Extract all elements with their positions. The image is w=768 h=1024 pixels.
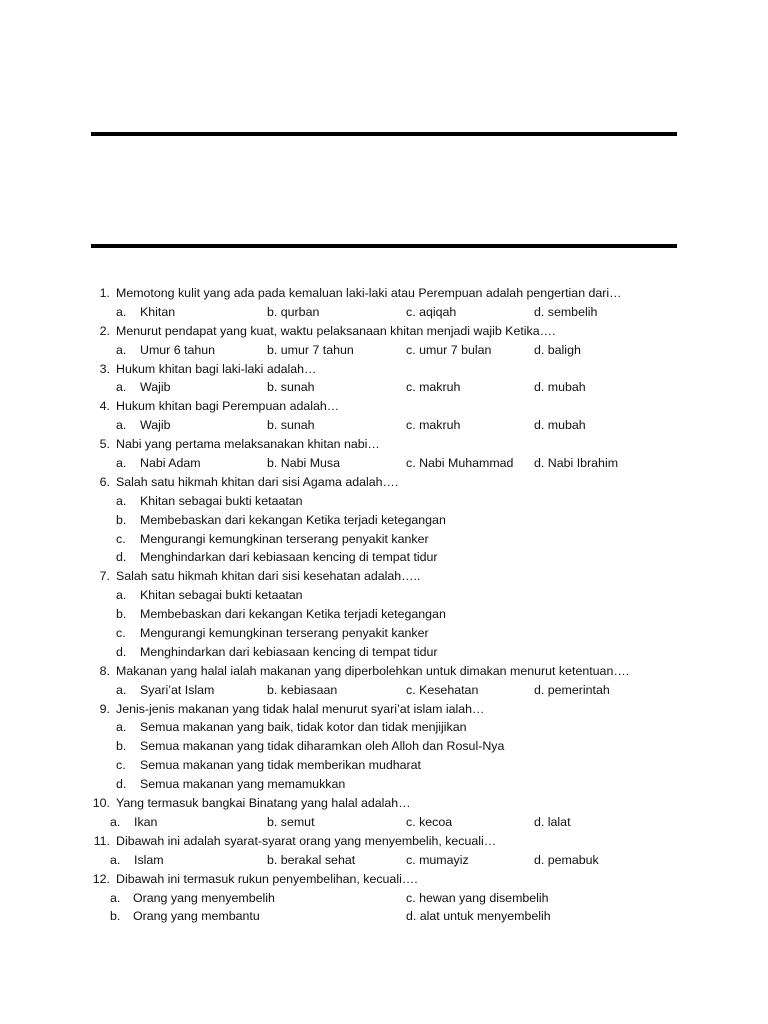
answer-option	[267, 813, 315, 832]
option-letter: c.	[116, 758, 126, 773]
question-item	[0, 567, 768, 661]
question-line	[0, 360, 768, 379]
answer-option	[116, 737, 504, 756]
answer-option	[116, 548, 438, 567]
question-item	[0, 662, 768, 700]
answer-option	[116, 454, 201, 473]
options-row	[0, 643, 768, 662]
answer-option	[116, 624, 429, 643]
option-letter: a.	[116, 682, 127, 697]
option-text: b. sunah	[267, 418, 315, 433]
option-text: Khitan sebagai bukti ketaatan	[140, 493, 303, 508]
question-text: Makanan yang halal ialah makanan yang diperbolehkan untuk dimakan menurut ketentuan….	[116, 663, 630, 678]
answer-option	[110, 851, 164, 870]
options-row	[0, 605, 768, 624]
answer-option	[267, 378, 315, 397]
option-text: Membebaskan dari kekangan Ketika terjadi ketegangan	[140, 512, 446, 527]
options-row	[0, 586, 768, 605]
options-row	[0, 718, 768, 737]
option-text: Nabi Adam	[140, 456, 201, 471]
question-text: Yang termasuk bangkai Binatang yang halal adalah…	[116, 796, 411, 811]
question-line	[0, 662, 768, 681]
option-text: b. kebiasaan	[267, 682, 338, 697]
answer-option	[267, 681, 337, 700]
question-line	[0, 870, 768, 889]
option-text: Semua makanan yang tidak diharamkan oleh Alloh dan Rosul-Nya	[140, 739, 505, 754]
answer-option	[116, 511, 446, 530]
option-text: b. berakal sehat	[267, 852, 356, 867]
question-item	[0, 397, 768, 435]
option-text: Menghindarkan dari kebiasaan kencing di tempat tidur	[140, 644, 438, 659]
option-letter: a.	[110, 852, 121, 867]
option-text: d. pemerintah	[534, 682, 610, 697]
option-letter: a.	[116, 720, 127, 735]
answer-option	[116, 341, 215, 360]
question-item	[0, 322, 768, 360]
option-text: Semua makanan yang tidak memberikan mudharat	[140, 758, 422, 773]
option-text: d. mubah	[534, 418, 586, 433]
option-text: b. sunah	[267, 380, 315, 395]
answer-option	[116, 530, 429, 549]
header-rule-bottom	[91, 244, 677, 248]
question-item	[0, 435, 768, 473]
options-row	[0, 492, 768, 511]
question-line	[0, 473, 768, 492]
answer-option	[110, 889, 275, 908]
answer-option	[406, 851, 469, 870]
question-text: Memotong kulit yang ada pada kemaluan laki-laki atau Perempuan adalah pengertian dari…	[116, 286, 622, 300]
option-text: d. sembelih	[534, 304, 598, 319]
option-text: c. makruh	[406, 418, 461, 433]
option-text: d. pemabuk	[534, 852, 599, 867]
answer-option	[406, 681, 478, 700]
question-number: 3.	[99, 361, 110, 376]
options-row	[0, 454, 768, 473]
option-text: d. baligh	[534, 342, 581, 357]
answer-option	[534, 416, 586, 435]
option-letter: c.	[116, 626, 126, 641]
option-letter: d.	[116, 644, 127, 659]
option-text: Mengurangi kemungkinan terserang penyakit kanker	[140, 531, 429, 546]
question-item	[0, 700, 768, 794]
question-line	[0, 284, 768, 303]
options-row	[0, 889, 768, 908]
answer-option	[116, 303, 175, 322]
question-text: Salah satu hikmah khitan dari sisi Agama adalah….	[116, 474, 399, 489]
question-text: Hukum khitan bagi laki-laki adalah…	[116, 361, 317, 376]
question-line	[0, 435, 768, 454]
option-text: d. lalat	[534, 814, 571, 829]
option-letter: b.	[116, 607, 127, 622]
option-text: Khitan sebagai bukti ketaatan	[140, 588, 303, 603]
answer-option	[116, 681, 214, 700]
option-text: Wajib	[140, 380, 171, 395]
option-text: c. hewan yang disembelih	[406, 890, 549, 905]
answer-option	[116, 775, 345, 794]
question-line	[0, 567, 768, 586]
answer-option	[116, 416, 171, 435]
answer-option	[406, 416, 460, 435]
option-text: Wajib	[140, 418, 171, 433]
answer-option	[406, 889, 549, 908]
option-letter: d.	[116, 550, 127, 565]
option-text: c. kecoa	[406, 814, 453, 829]
option-text: b. umur 7 tahun	[267, 342, 354, 357]
option-letter: b.	[116, 512, 127, 527]
options-row	[0, 341, 768, 360]
options-row	[0, 378, 768, 397]
question-text: Jenis-jenis makanan yang tidak halal menurut syari’at islam ialah…	[116, 701, 485, 716]
options-row	[0, 548, 768, 567]
option-letter: a.	[116, 342, 127, 357]
question-text: Dibawah ini termasuk rukun penyembelihan, kecuali….	[116, 871, 418, 886]
option-text: Orang yang membantu	[133, 909, 260, 924]
answer-option	[534, 851, 599, 870]
question-number: 10.	[92, 796, 110, 811]
option-letter: a.	[116, 493, 127, 508]
option-text: Khitan	[140, 304, 176, 319]
options-row	[0, 303, 768, 322]
question-item	[0, 360, 768, 398]
options-row	[0, 813, 768, 832]
answer-option	[267, 454, 340, 473]
options-row	[0, 775, 768, 794]
question-line	[0, 397, 768, 416]
question-item	[0, 870, 768, 927]
option-letter: a.	[110, 890, 121, 905]
question-number: 1.	[99, 286, 110, 300]
question-number: 8.	[99, 663, 110, 678]
answer-option	[406, 303, 456, 322]
question-number: 4.	[99, 399, 110, 414]
option-text: Islam	[134, 852, 164, 867]
options-row	[0, 737, 768, 756]
options-row	[0, 851, 768, 870]
option-letter: b.	[110, 909, 121, 924]
option-text: b. Nabi Musa	[267, 456, 341, 471]
option-letter: a.	[116, 456, 127, 471]
option-text: d. Nabi Ibrahim	[534, 456, 619, 471]
option-text: Menghindarkan dari kebiasaan kencing di tempat tidur	[140, 550, 438, 565]
answer-option	[116, 492, 303, 511]
answer-option	[267, 303, 319, 322]
option-text: Syari’at Islam	[140, 682, 215, 697]
question-item	[0, 794, 768, 832]
answer-option	[406, 454, 513, 473]
answer-option	[267, 851, 355, 870]
question-number: 9.	[99, 701, 110, 716]
question-item	[0, 284, 768, 322]
answer-option	[110, 907, 260, 926]
options-row	[0, 756, 768, 775]
answer-option	[534, 454, 618, 473]
answer-option	[534, 341, 581, 360]
option-text: Semua makanan yang memamukkan	[140, 777, 346, 792]
question-text: Nabi yang pertama melaksanakan khitan nabi…	[116, 437, 380, 452]
option-text: b. qurban	[267, 304, 320, 319]
options-row	[0, 530, 768, 549]
option-text: Semua makanan yang baik, tidak kotor dan tidak menjijikan	[140, 720, 467, 735]
question-number: 12.	[92, 871, 110, 886]
question-number: 5.	[99, 437, 110, 452]
question-number: 6.	[99, 474, 110, 489]
question-line	[0, 700, 768, 719]
question-number: 11.	[93, 833, 110, 848]
option-letter: a.	[116, 418, 127, 433]
question-text: Menurut pendapat yang kuat, waktu pelaksanaan khitan menjadi wajib Ketika….	[116, 323, 556, 338]
option-text: d. alat untuk menyembelih	[406, 909, 551, 924]
option-letter: a.	[116, 380, 127, 395]
options-row	[0, 416, 768, 435]
option-letter: c.	[116, 531, 126, 546]
answer-option	[116, 586, 303, 605]
option-text: b. semut	[267, 814, 315, 829]
answer-option	[406, 813, 452, 832]
question-number: 7.	[99, 569, 110, 584]
question-list	[0, 284, 768, 926]
options-row	[0, 681, 768, 700]
options-row	[0, 511, 768, 530]
header-rule-top	[91, 132, 677, 136]
question-line	[0, 832, 768, 851]
answer-option	[116, 756, 421, 775]
question-item	[0, 473, 768, 567]
question-item	[0, 832, 768, 870]
answer-option	[534, 681, 610, 700]
option-text: c. makruh	[406, 380, 461, 395]
answer-option	[534, 813, 571, 832]
question-text: Hukum khitan bagi Perempuan adalah…	[116, 399, 340, 414]
answer-option	[534, 378, 586, 397]
answer-option	[116, 643, 438, 662]
option-text: Umur 6 tahun	[140, 342, 216, 357]
option-text: d. mubah	[534, 380, 586, 395]
option-text: c. Nabi Muhammad	[406, 456, 514, 471]
answer-option	[116, 718, 466, 737]
option-letter: a.	[116, 304, 127, 319]
option-letter: d.	[116, 777, 127, 792]
option-text: c. umur 7 bulan	[406, 342, 492, 357]
option-text: c. Kesehatan	[406, 682, 479, 697]
option-letter: a.	[116, 588, 127, 603]
answer-option	[534, 303, 597, 322]
option-letter: b.	[116, 739, 127, 754]
answer-option	[267, 341, 354, 360]
question-number: 2.	[99, 323, 110, 338]
option-text: Membebaskan dari kekangan Ketika terjadi ketegangan	[140, 607, 446, 622]
option-letter: a.	[110, 814, 121, 829]
answer-option	[116, 378, 171, 397]
answer-option	[406, 907, 551, 926]
answer-option	[406, 378, 460, 397]
question-line	[0, 322, 768, 341]
option-text: Orang yang menyembelih	[133, 890, 275, 905]
options-row	[0, 907, 768, 926]
option-text: c. aqiqah	[406, 304, 457, 319]
option-text: Mengurangi kemungkinan terserang penyakit kanker	[140, 626, 429, 641]
question-text: Dibawah ini adalah syarat-syarat orang yang menyembelih, kecuali…	[116, 833, 497, 848]
option-text: Ikan	[134, 814, 158, 829]
question-text: Salah satu hikmah khitan dari sisi kesehatan adalah…..	[116, 569, 421, 584]
answer-option	[110, 813, 157, 832]
option-text: c. mumayiz	[406, 852, 469, 867]
answer-option	[406, 341, 491, 360]
answer-option	[116, 605, 446, 624]
question-line	[0, 794, 768, 813]
answer-option	[267, 416, 315, 435]
options-row	[0, 624, 768, 643]
